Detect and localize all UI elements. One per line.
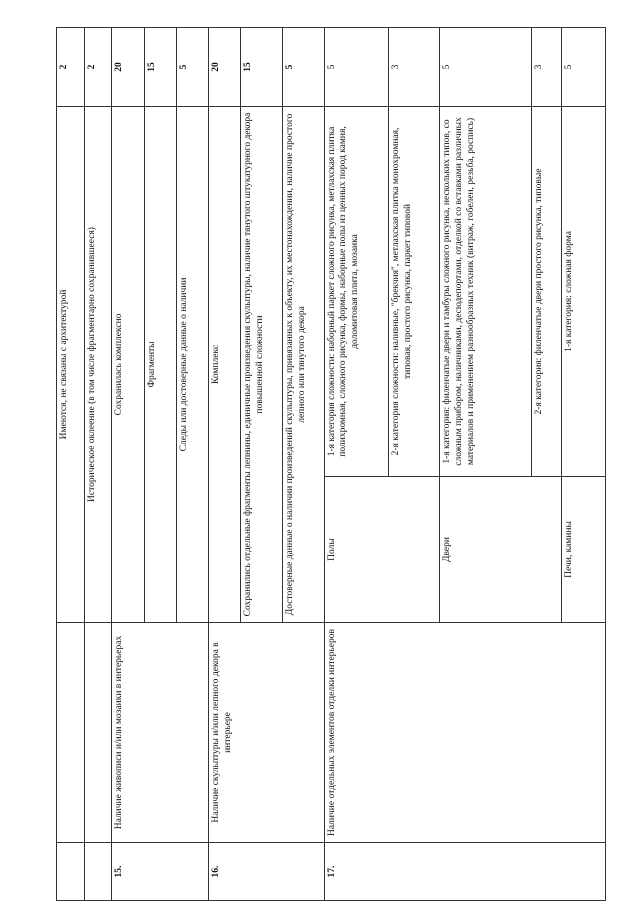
option-cell: 1-я категория: сложная форма <box>562 106 606 476</box>
option-cell: Комплекс <box>209 106 241 622</box>
option-cell: Сохранилась комплексно <box>112 106 144 622</box>
rotated-page <box>56 28 606 901</box>
points-cell: 2 <box>57 27 85 106</box>
option-cell: Сохранились отдельные фрагменты лепнины, единичные произведения скульптуры, наличие тянутого штукатурного декора повышенной сложности <box>241 106 283 622</box>
points-cell: 2 <box>84 27 112 106</box>
points-cell: 15 <box>241 27 283 106</box>
section-title: Наличие живописи и/или мозаики в интерьерах <box>112 623 209 843</box>
group-label: Печи, камины <box>562 477 606 623</box>
option-cell: Следы или достоверные данные о наличии <box>176 106 208 622</box>
option-cell: Достоверные данные о наличии произведений скульптуры, привязанных к объекту, их местонахождении, наличие простого лепного или тянутого декора <box>282 106 324 622</box>
section-number: 15. <box>112 843 209 901</box>
section-number: 17. <box>324 843 606 901</box>
section-title: Наличие отдельных элементов отделки интерьеров <box>324 623 606 843</box>
points-cell: 5 <box>282 27 324 106</box>
points-cell: 20 <box>112 27 144 106</box>
option-cell: 2-я категория сложности: наливные, "брекчия", метлахская плитка монохромная, типовая, простого рисунка, паркет типовой <box>389 106 440 476</box>
points-cell: 5 <box>176 27 208 106</box>
criterion-cell <box>84 623 112 843</box>
table-row <box>209 27 241 900</box>
table-row <box>84 27 112 900</box>
table-row <box>57 27 85 900</box>
points-cell: 3 <box>389 27 440 106</box>
points-cell: 15 <box>144 27 176 106</box>
option-cell: 1-я категория сложности: наборный паркет сложного рисунка, метлахская плитка полихромная, сложного рисунка, формы, наборные полы из ценных пород камня, доломитовая плита, мозаика <box>324 106 389 476</box>
points-cell: 5 <box>439 27 531 106</box>
table-row <box>324 27 389 900</box>
option-cell: Имеются, не связаны с архитектурой <box>57 106 85 622</box>
points-cell: 5 <box>324 27 389 106</box>
option-cell: Фрагменты <box>144 106 176 622</box>
points-cell: 20 <box>209 27 241 106</box>
points-cell: 5 <box>562 27 606 106</box>
section-title: Наличие скульптуры и/или лепного декора в интерьере <box>209 623 324 843</box>
points-cell: 3 <box>532 27 562 106</box>
number-cell <box>57 843 85 901</box>
option-cell: Историческое оклеение (в том числе фрагментарно сохранившееся) <box>84 106 112 622</box>
table-row <box>112 27 144 900</box>
group-label: Двери <box>439 477 561 623</box>
evaluation-table <box>56 27 606 901</box>
option-cell: 1-я категория: филенчатые двери и тамбуры сложного рисунка, нескольких типов, со сложным прибором, наличниками, десюдепортами, отделкой со вставками различных материалов и применением разнообразных техник (витраж, гобелен, резьба, роспись) <box>439 106 531 476</box>
section-number: 16. <box>209 843 324 901</box>
group-label: Полы <box>324 477 439 623</box>
criterion-cell <box>57 623 85 843</box>
option-cell: 2-я категория: филенчатые двери простого рисунка, типовые <box>532 106 562 476</box>
number-cell <box>84 843 112 901</box>
